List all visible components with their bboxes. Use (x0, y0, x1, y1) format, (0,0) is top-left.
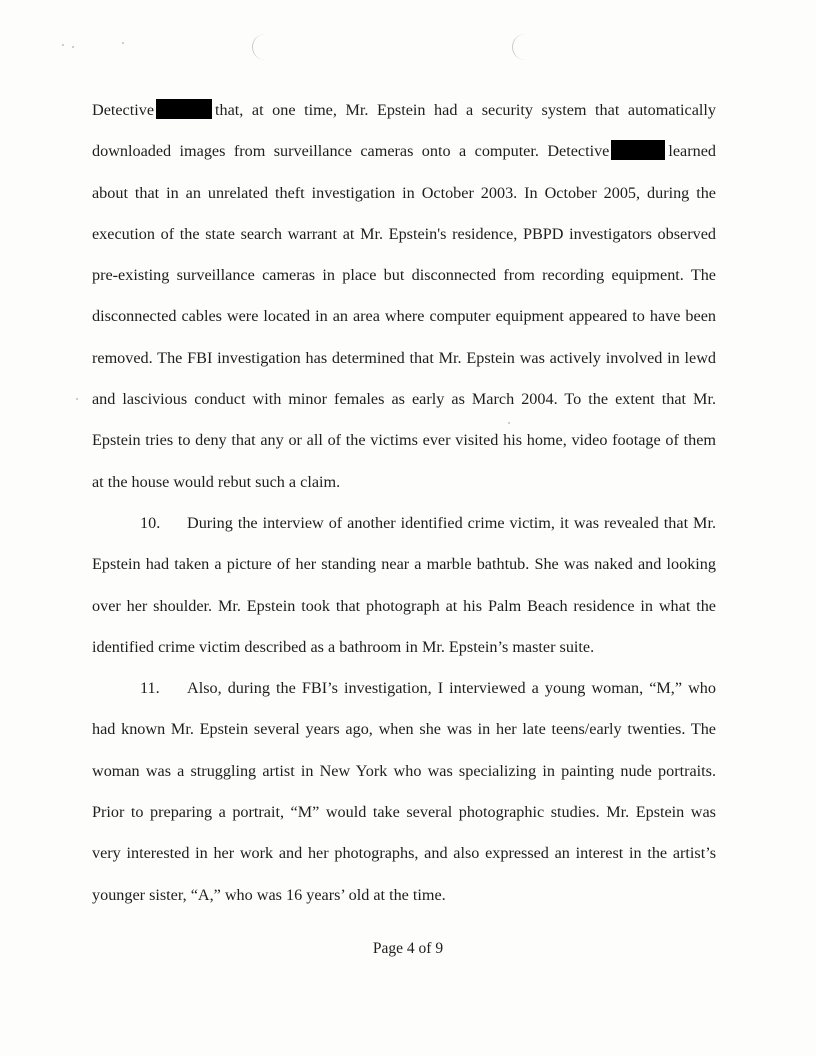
paragraph-text: Also, during the FBI’s investigation, I interviewed a young woman, “M,” who had known Mr. Epstein several years ago, when she was in her late teens/early twenties. The woman was a struggling artist in New York who was specializing in painting nude portraits. Prior to preparing a portrait, “M” would take several photographic studies. Mr. Epstein was very interested in her work and her photographs, and also expressed an interest in the artist’s younger sister, “A,” who was 16 years’ old at the time. (92, 679, 716, 904)
text-segment: Detective (92, 101, 155, 119)
paragraph-10 (92, 503, 716, 668)
paragraph-continued (92, 90, 716, 503)
text-segment: learned about that in an unrelated theft investigation in October 2003. In October 2005, during the execution of the state search warrant at Mr. Epstein's residence, PBPD investigators observed pre-existing surveillance cameras in place but disconnected from recording equipment. The disconnected cables were located in an area where computer equipment appeared to have been removed. The FBI investigation has determined that Mr. Epstein was actively involved in lewd and lascivious conduct with minor females as early as March 2004. To the extent that Mr. Epstein tries to deny that any or all of the victims ever visited his home, video footage of them at the house would rebut such a claim. (92, 142, 716, 491)
scan-speck (122, 42, 124, 44)
scan-speck (62, 44, 64, 46)
punch-hole-mark (512, 34, 527, 60)
paragraph-number: 10. (140, 513, 161, 532)
document-body (92, 90, 716, 916)
paragraph-number: 11. (140, 679, 160, 698)
page-footer: Page 4 of 9 (372, 940, 444, 957)
punch-hole-mark (252, 34, 267, 60)
redaction-block (611, 140, 665, 160)
redaction-block (156, 99, 212, 119)
paragraph-11 (92, 668, 716, 916)
scan-speck (72, 46, 74, 48)
paragraph-text: During the interview of another identified crime victim, it was revealed that Mr. Epstein had taken a picture of her standing near a marble bathtub. She was naked and looking over her shoulder. Mr. Epstein took that photograph at his Palm Beach residence in what the identified crime victim described as a bathroom in Mr. Epstein’s master suite. (92, 513, 716, 656)
scan-speck (76, 398, 78, 400)
text-segment: that, at one time, Mr. Epstein had a security system that automatically downloaded images from surveillance cameras onto a computer. Detective (92, 101, 716, 161)
